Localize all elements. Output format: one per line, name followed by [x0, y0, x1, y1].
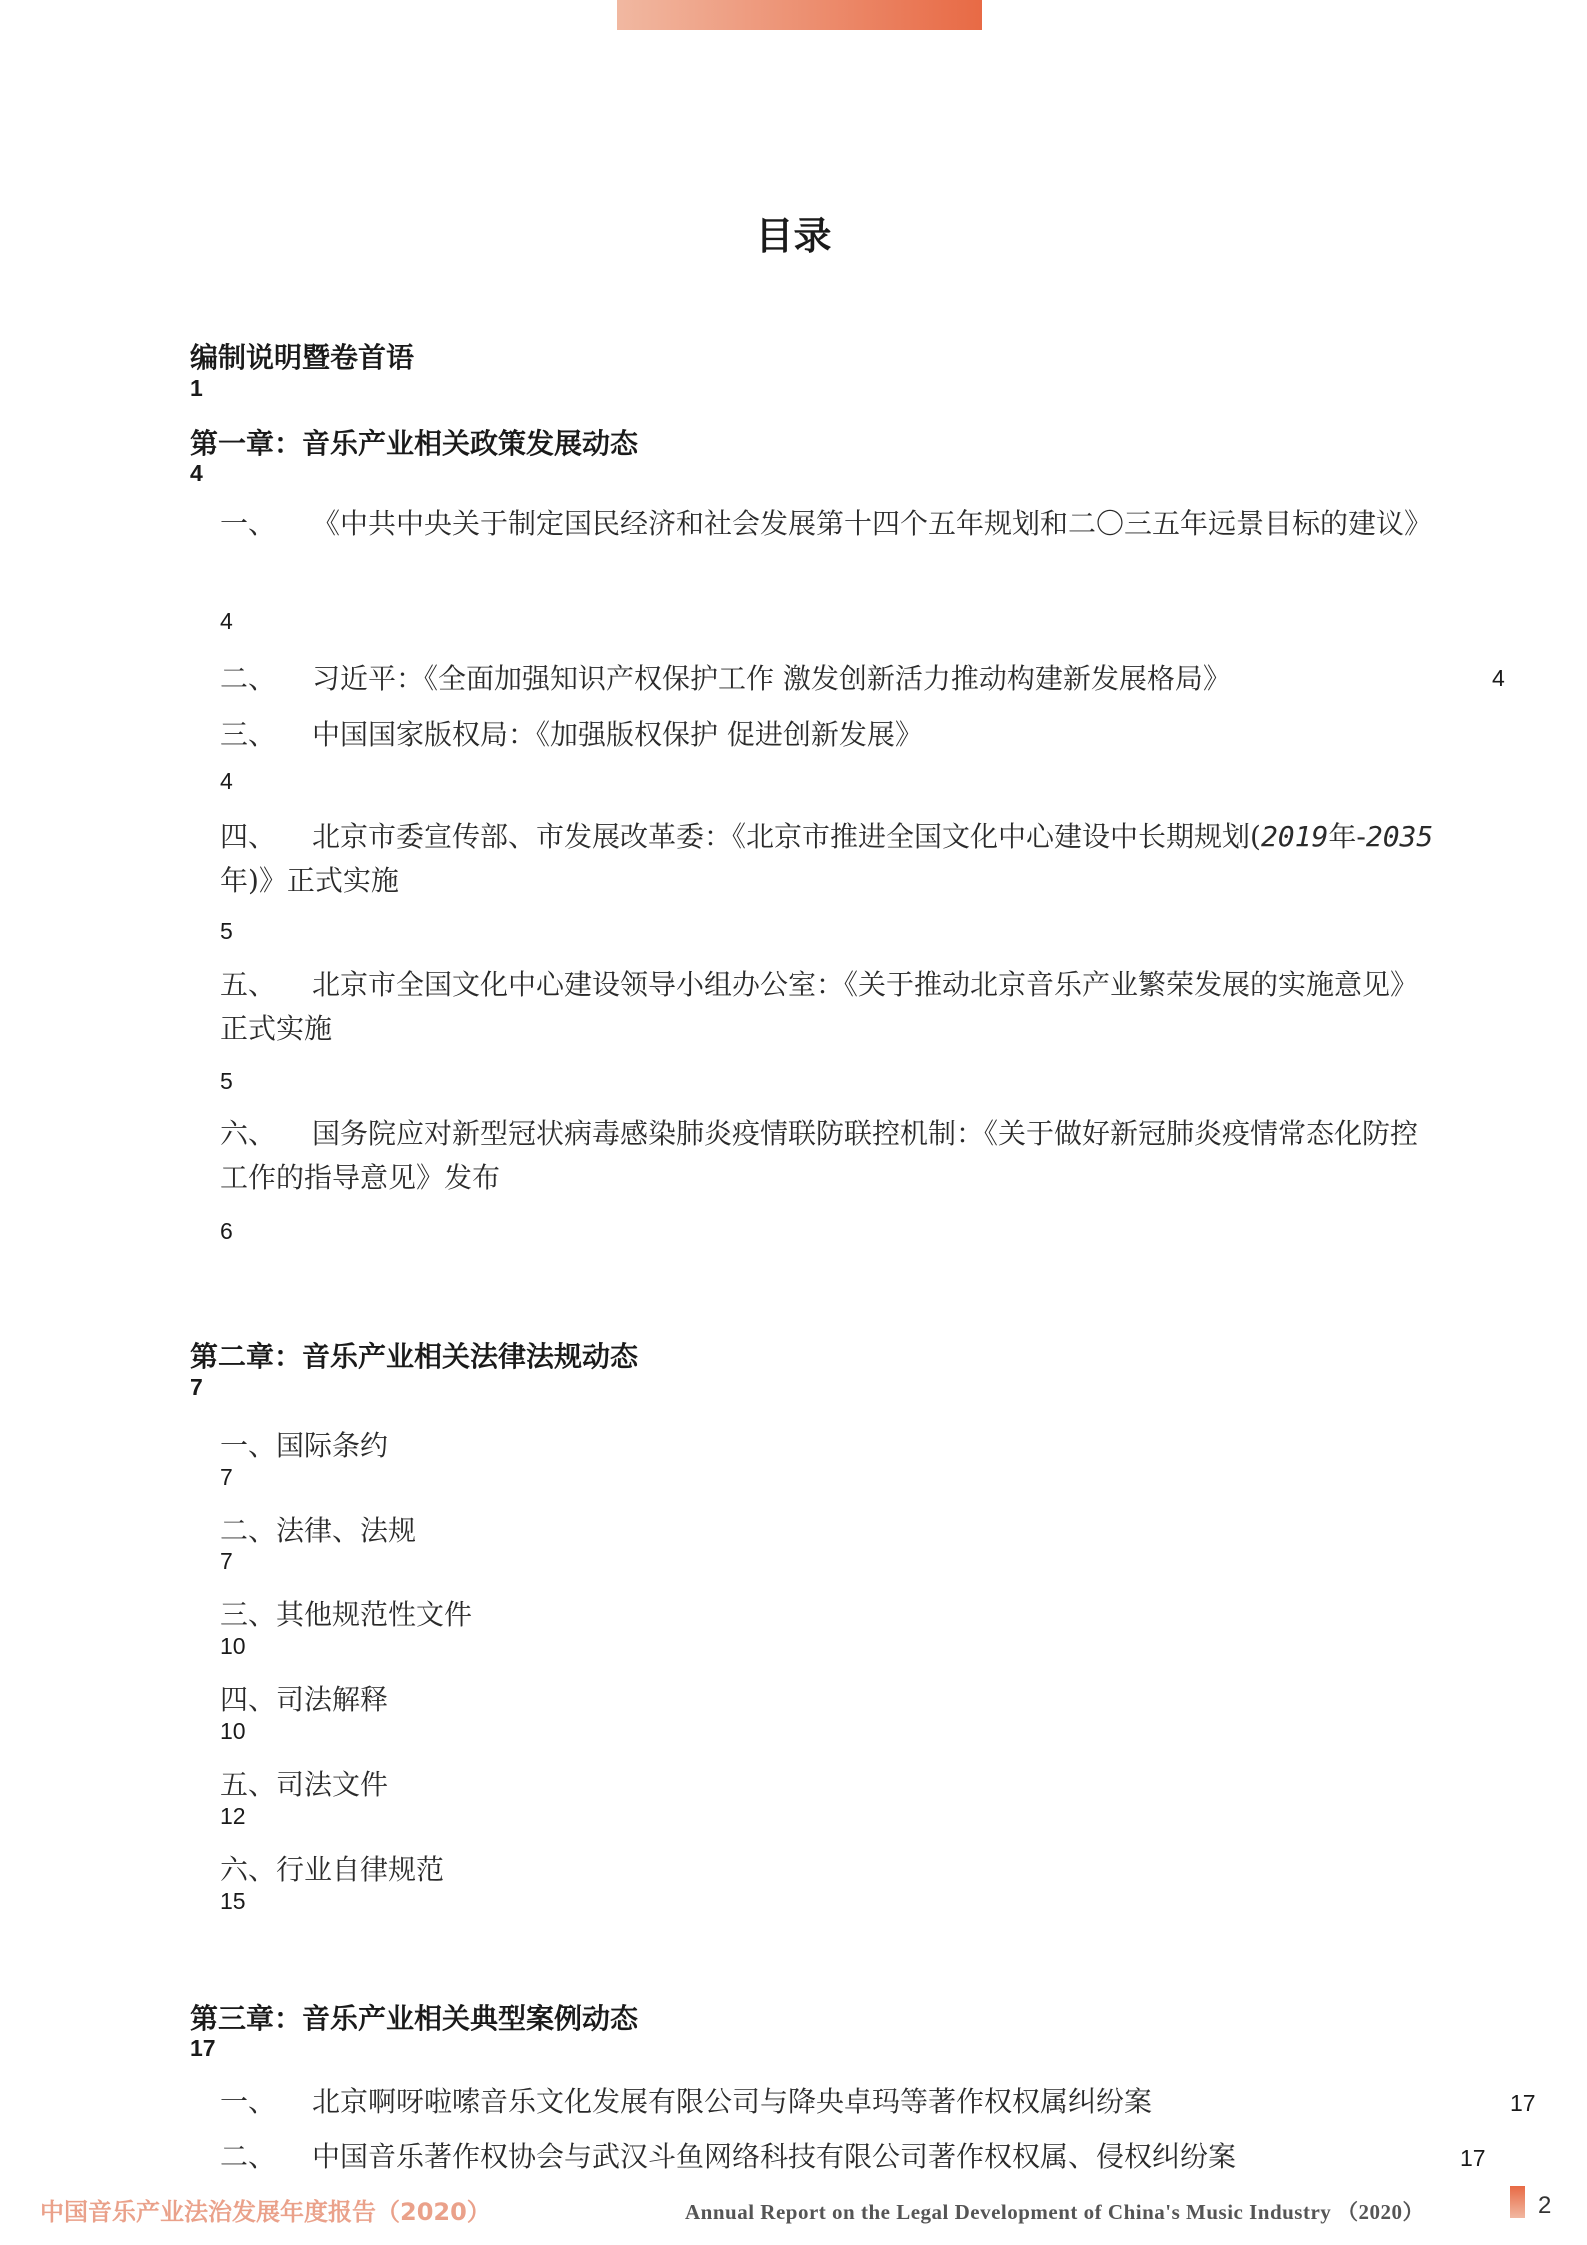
toc-item-page: 7: [220, 1548, 233, 1574]
toc-item-number: 三、: [220, 718, 277, 751]
footer-accent-mark: [1510, 2186, 1525, 2218]
toc-item[interactable]: [220, 2135, 1236, 2175]
toc-item-page: 10: [220, 1718, 246, 1744]
toc-item[interactable]: 二、法律、法规: [220, 1514, 417, 1547]
toc-item-text: 国务院应对新型冠状病毒感染肺炎疫情联防联控机制：《关于做好新冠肺炎疫情常态化防控工作的指导意见》发布: [220, 1117, 1419, 1194]
footer-page-number: 2: [1538, 2192, 1552, 2219]
toc-item-number: 二、: [220, 2140, 277, 2173]
toc-item-year: 2019: [1260, 820, 1329, 853]
toc-item-number: 五、: [220, 968, 277, 1001]
toc-item-page: 6: [220, 1218, 233, 1244]
toc-item-number: 二、: [220, 662, 277, 695]
toc-item-page: 4: [220, 768, 233, 794]
toc-item-page: 17: [1460, 2145, 1486, 2171]
toc-item[interactable]: [220, 1112, 1440, 1200]
toc-item-number: 一、: [220, 507, 277, 540]
toc-item-text: 年-: [1328, 820, 1366, 853]
toc-chapter2-label[interactable]: 第二章：音乐产业相关法律法规动态: [190, 1340, 639, 1373]
toc-chapter1-label[interactable]: 第一章：音乐产业相关政策发展动态: [190, 427, 639, 460]
toc-item[interactable]: 六、行业自律规范: [220, 1853, 445, 1886]
toc-item-page: 17: [1510, 2090, 1536, 2116]
toc-item[interactable]: [220, 502, 1440, 546]
toc-item[interactable]: 一、国际条约: [220, 1429, 389, 1462]
toc-item-page: 7: [220, 1464, 233, 1490]
toc-item[interactable]: 三、其他规范性文件: [220, 1598, 473, 1631]
toc-item-page: 12: [220, 1803, 246, 1829]
toc-item-page: 15: [220, 1888, 246, 1914]
toc-item-text: 《中共中央关于制定国民经济和社会发展第十四个五年规划和二〇三五年远景目标的建议》: [312, 507, 1433, 540]
toc-chapter3-label[interactable]: 第三章：音乐产业相关典型案例动态: [190, 2002, 639, 2035]
toc-item[interactable]: [220, 657, 1231, 697]
toc-item-page: 5: [220, 918, 233, 944]
toc-item-text: 北京市委宣传部、市发展改革委：《北京市推进全国文化中心建设中长期规划(: [312, 820, 1261, 853]
toc-item-number: 四、: [220, 820, 277, 853]
toc-item-text: 中国国家版权局：《加强版权保护 促进创新发展》: [312, 718, 923, 751]
toc-chapter3-page: 17: [190, 2035, 216, 2061]
toc-item-text: 中国音乐著作权协会与武汉斗鱼网络科技有限公司著作权权属、侵权纠纷案: [312, 2140, 1237, 2173]
toc-item[interactable]: 五、司法文件: [220, 1768, 389, 1801]
toc-chapter1-page: 4: [190, 460, 203, 486]
page-title: 目录: [755, 214, 832, 258]
toc-item[interactable]: [220, 963, 1440, 1051]
toc-item-page: 10: [220, 1633, 246, 1659]
toc-item-text: 北京市全国文化中心建设领导小组办公室：《关于推动北京音乐产业繁荣发展的实施意见》正式实施: [220, 968, 1419, 1045]
toc-item-number: 六、: [220, 1117, 277, 1150]
footer-title-en: Annual Report on the Legal Development of China's Music Industry （2020）: [685, 2200, 1425, 2224]
toc-item-page: 4: [1492, 665, 1505, 691]
toc-item[interactable]: [220, 713, 923, 753]
toc-item-text: 年)》正式实施: [220, 864, 399, 897]
toc-item[interactable]: 四、司法解释: [220, 1683, 389, 1716]
toc-item[interactable]: [220, 2080, 1152, 2120]
toc-item-text: 北京啊呀啦嗦音乐文化发展有限公司与降央卓玛等著作权权属纠纷案: [312, 2085, 1153, 2118]
header-accent-bar: [617, 0, 982, 30]
toc-item-page: 4: [220, 608, 233, 634]
toc-item[interactable]: [220, 815, 1440, 903]
toc-item-page: 5: [220, 1068, 233, 1094]
toc-item-number: 一、: [220, 2085, 277, 2118]
toc-chapter2-page: 7: [190, 1374, 203, 1400]
toc-item-year: 2035: [1365, 820, 1434, 853]
toc-intro-page: 1: [190, 375, 203, 401]
footer-title-cn: 中国音乐产业法治发展年度报告（2020）: [40, 2198, 491, 2226]
toc-item-text: 习近平：《全面加强知识产权保护工作 激发创新活力推动构建新发展格局》: [312, 662, 1231, 695]
toc-intro-label[interactable]: 编制说明暨卷首语: [190, 341, 415, 374]
